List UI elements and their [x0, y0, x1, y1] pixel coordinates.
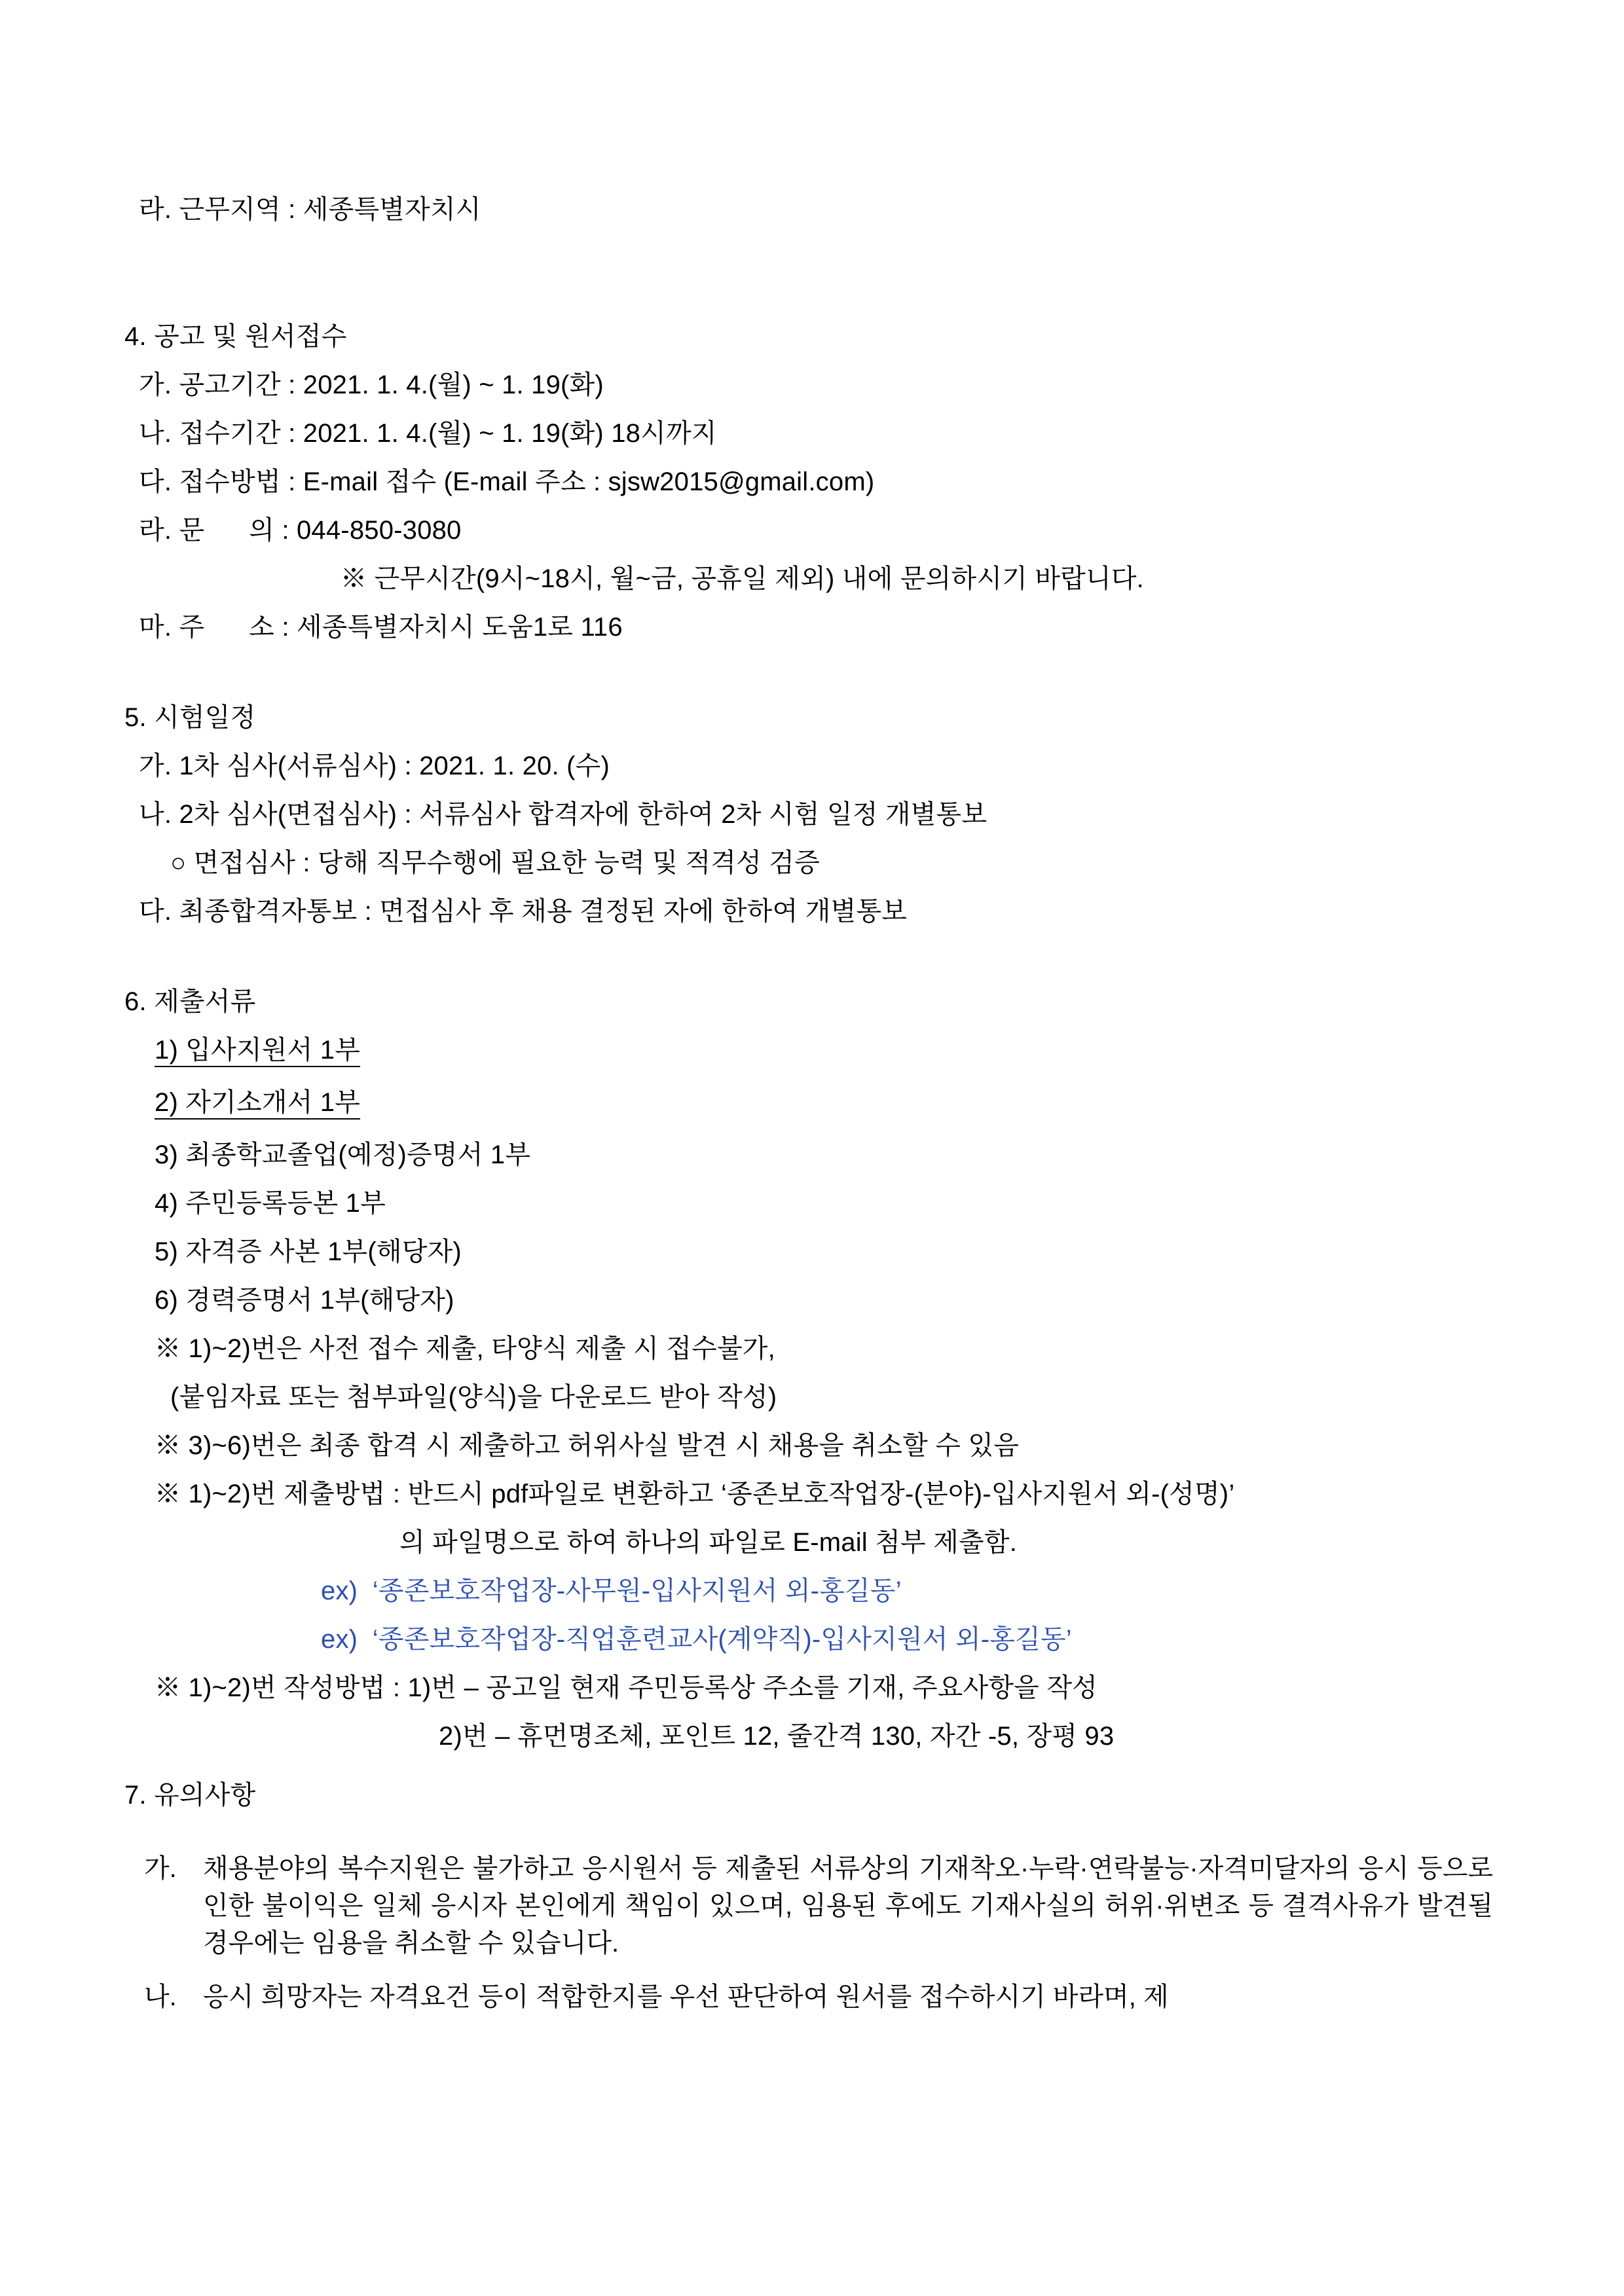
section-6-doc-2: 3) 최종학교졸업(예정)증명서 1부: [155, 1140, 531, 1169]
section-7-item-1: [124, 1978, 1493, 2016]
section-6-note-4: 의 파일명으로 하여 하나의 파일로 E-mail 첨부 제출함.: [399, 1528, 1018, 1557]
section-6-note-2: ※ 3)~6)번은 최종 합격 시 제출하고 허위사실 발견 시 채용을 취소할 수 있음: [155, 1431, 1020, 1460]
section-4-item-3: 라. 문 의 : 044-850-3080: [139, 516, 462, 545]
section-5-item-3: 다. 최종합격자통보 : 면접심사 후 채용 결정된 자에 한하여 개별통보: [139, 897, 908, 926]
section-6-doc-5: 6) 경력증명서 1부(해당자): [155, 1286, 454, 1315]
section-7-item-0: [124, 1850, 1493, 1961]
section-4-item-1: 나. 접수기간 : 2021. 1. 4.(월) ~ 1. 19(화) 18시까지: [139, 419, 717, 448]
section-6-write-method-1: 2)번 – 휴먼명조체, 포인트 12, 줄간격 130, 자간 -5, 장평 93: [439, 1722, 1115, 1751]
section-6-example-1: ex) ‘종존보호작업장-직업훈련교사(계약직)-입사지원서 외-홍길동’: [321, 1625, 1072, 1654]
section-5-heading: 5. 시험일정: [124, 703, 256, 732]
work-location-line: 라. 근무지역 : 세종특별자치시: [139, 195, 481, 224]
section-6-doc-0-wrap: [124, 1037, 1493, 1067]
section-7-heading: 7. 유의사항: [124, 1781, 256, 1810]
section-6-doc-4: 5) 자격증 사본 1부(해당자): [155, 1237, 462, 1266]
section-4-item-5: 마. 주 소 : 세종특별자치시 도움1로 116: [139, 613, 623, 642]
spacer: [124, 947, 1493, 989]
section-5-item-0: 가. 1차 심사(서류심사) : 2021. 1. 20. (수): [139, 752, 610, 780]
section-6-note-0: ※ 1)~2)번은 사전 접수 제출, 타양식 제출 시 접수불가,: [155, 1334, 775, 1363]
section-6-heading: 6. 제출서류: [124, 987, 256, 1016]
section-7-item-1-text: 응시 희망자는 자격요건 등이 적합한지를 우선 판단하여 원서를 접수하시기 바라며, 제: [203, 1982, 1169, 2012]
section-5-item-1: 나. 2차 심사(면접심사) : 서류심사 합격자에 한하여 2차 시험 일정 개별통보: [139, 800, 987, 829]
section-6-doc-3: 4) 주민등록등본 1부: [155, 1189, 386, 1218]
section-4-item-0: 가. 공고기간 : 2021. 1. 4.(월) ~ 1. 19(화): [139, 371, 604, 399]
section-4-item-4-note: ※ 근무시간(9시~18시, 월~금, 공휴일 제외) 내에 문의하시기 바랍니다.: [341, 564, 1144, 593]
spacer: [124, 663, 1493, 704]
spacer: [124, 1772, 1493, 1782]
section-6-example-0: ex) ‘종존보호작업장-사무원-입사지원서 외-홍길동’: [321, 1576, 902, 1605]
section-6-write-method-0: ※ 1)~2)번 작성방법 : 1)번 – 공고일 현재 주민등록상 주소를 기재, 주요사항을 작성: [155, 1673, 1098, 1702]
section-6-doc-1: 2) 자기소개서 1부: [155, 1089, 360, 1120]
section-7-item-0-marker: 가.: [144, 1854, 177, 1883]
section-5-item-2: ○ 면접심사 : 당해 직무수행에 필요한 능력 및 적격성 검증: [170, 848, 820, 877]
section-6-doc-0: 1) 입사지원서 1부: [155, 1037, 360, 1067]
section-6-note-3: ※ 1)~2)번 제출방법 : 반드시 pdf파일로 변환하고 ‘종존보호작업장-(분야)-입사지원서 외-(성명)’: [155, 1480, 1235, 1508]
section-6-doc-1-wrap: [124, 1089, 1493, 1120]
spacer: [124, 245, 1493, 323]
section-4-heading: 4. 공고 및 원서접수: [124, 322, 347, 351]
section-6-note-1: (붙임자료 또는 첨부파일(양식)을 다운로드 받아 작성): [170, 1383, 777, 1412]
spacer: [124, 1831, 1493, 1850]
section-4-item-2: 다. 접수방법 : E-mail 접수 (E-mail 주소 : sjsw2015@gmail.com): [139, 467, 875, 496]
section-7-item-1-marker: 나.: [144, 1982, 177, 2012]
section-7-item-0-text: 채용분야의 복수지원은 불가하고 응시원서 등 제출된 서류상의 기재착오·누락·연락불능·자격미달자의 응시 등으로 인한 불이익은 일체 응시자 본인에게 책임이 있으며, 임용된 후에도 기재사실의 허위·위변조 등 결격사유가 발견될 경우에는 임용을 취소할 수 있습니다.: [203, 1854, 1493, 1958]
